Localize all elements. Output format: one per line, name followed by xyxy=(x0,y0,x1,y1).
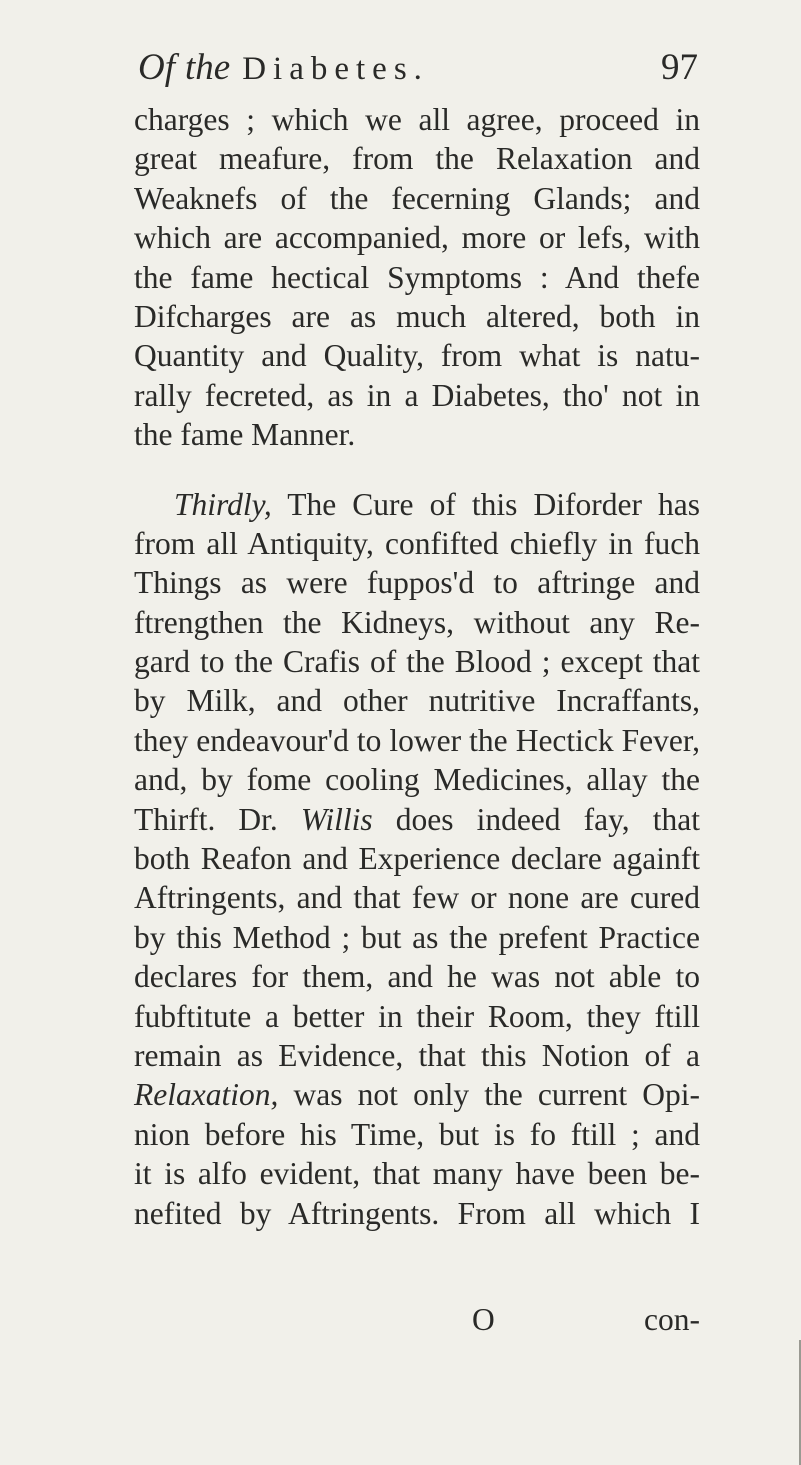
italic-term: Relaxation, xyxy=(134,1077,279,1113)
italic-name: Willis xyxy=(300,801,373,837)
signature-mark: O xyxy=(472,1302,495,1337)
text-line: they endeavour'd to lower the Hectick Fever, xyxy=(134,722,700,758)
text-line xyxy=(134,1075,700,1114)
text-line xyxy=(134,800,700,839)
text-line: and, by fome cooling Medicines, allay the xyxy=(134,762,700,798)
text-line: nion before his Time, but is fo ftill ; and xyxy=(134,1116,700,1152)
text-line: from all Antiquity, confifted chiefly in fuch xyxy=(134,525,700,561)
line-part: was not only the current Opi- xyxy=(278,1077,700,1113)
page-footer xyxy=(134,1300,700,1340)
italic-lead: Thirdly, xyxy=(174,486,272,522)
text-line: it is alfo evident, that many have been be- xyxy=(134,1156,700,1192)
text-line: Quantity and Quality, from what is natu- xyxy=(134,338,700,374)
line-part: does indeed fay, that xyxy=(372,801,700,837)
text-line: which are accompanied, more or lefs, with xyxy=(134,220,700,256)
page-number: 97 xyxy=(661,47,698,88)
text-line: gard to the Crafis of the Blood ; except that xyxy=(134,644,700,680)
text-line: both Reafon and Experience declare againft xyxy=(134,841,700,877)
text-line: Weaknefs of the fecerning Glands; and xyxy=(134,180,700,216)
text-line: the fame hectical Symptoms : And thefe xyxy=(134,259,700,295)
running-header xyxy=(138,38,698,98)
body-text xyxy=(134,100,700,1233)
line-part: Thirft. Dr. xyxy=(134,801,301,837)
text-line: the fame Manner. xyxy=(134,417,356,453)
text-line: remain as Evidence, that this Notion of a xyxy=(134,1037,700,1073)
text-line: by Milk, and other nutritive Incraffants, xyxy=(134,683,700,719)
text-line: Things as were fuppos'd to aftringe and xyxy=(134,565,700,601)
text-line: Aftringents, and that few or none are cured xyxy=(134,880,700,916)
header-the: the xyxy=(185,47,231,88)
text-line: charges ; which we all agree, proceed in xyxy=(134,102,700,137)
text-line xyxy=(134,485,700,524)
line-rest: The Cure of this Diforder has xyxy=(271,486,700,522)
catchword: con- xyxy=(644,1302,700,1337)
text-line: declares for them, and he was not able to xyxy=(134,959,700,995)
header-of: Of xyxy=(138,47,175,88)
text-line: ftrengthen the Kidneys, without any Re- xyxy=(134,604,700,640)
text-line: Difcharges are as much altered, both in xyxy=(134,298,700,334)
header-title: Diabetes. xyxy=(242,51,429,87)
text-line: rally fecreted, as in a Diabetes, tho' not in xyxy=(134,377,700,413)
text-line: by this Method ; but as the prefent Practice xyxy=(134,919,700,955)
text-line: great meafure, from the Relaxation and xyxy=(134,141,700,177)
text-line: fubftitute a better in their Room, they ftill xyxy=(134,998,700,1034)
text-line: nefited by Aftringents. From all which I xyxy=(134,1195,700,1231)
paragraph-gap xyxy=(134,455,700,485)
